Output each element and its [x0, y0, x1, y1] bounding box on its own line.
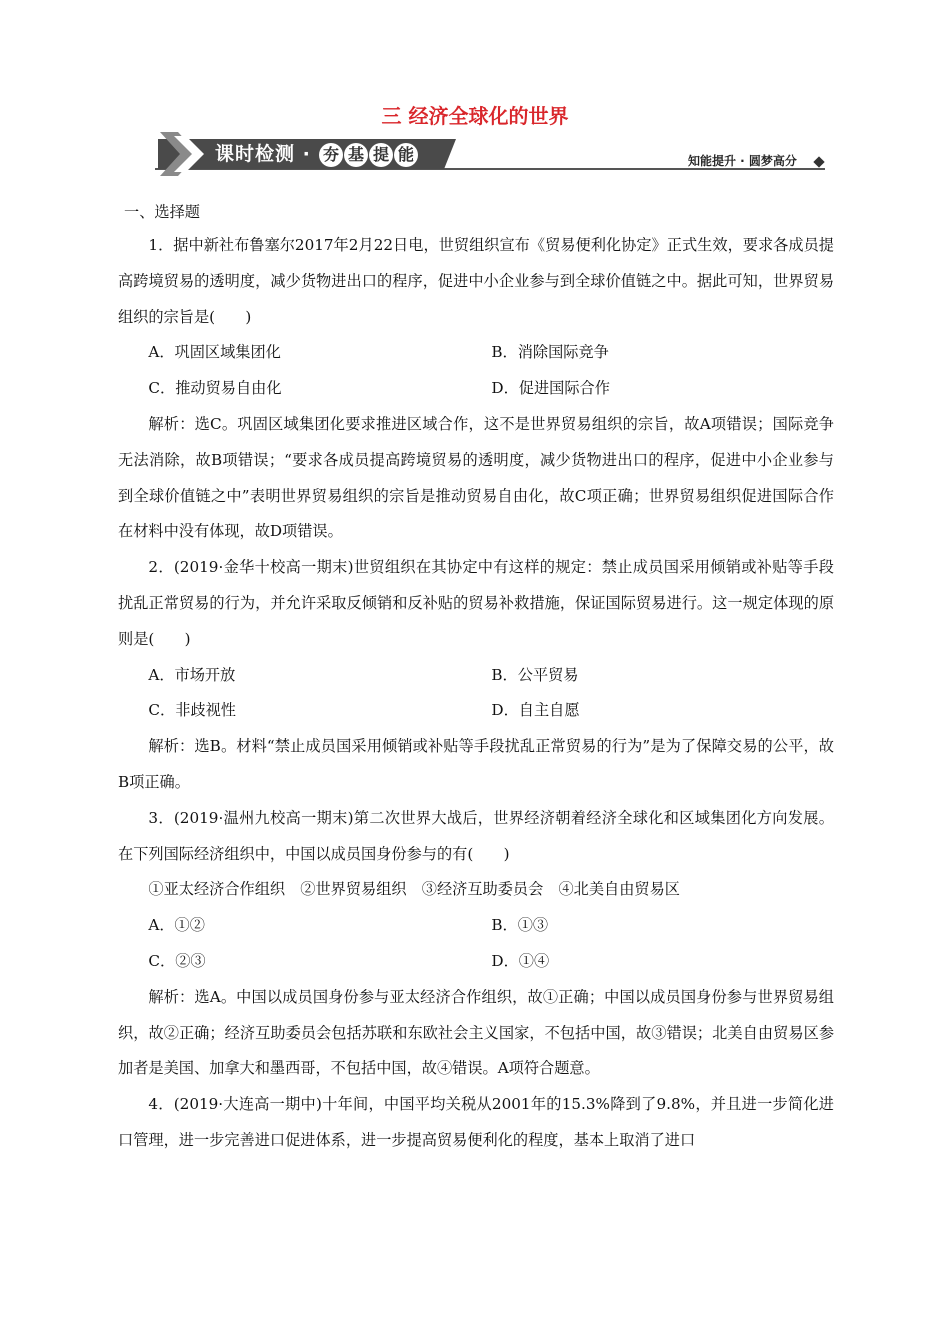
option-b: B．消除国际竞争	[491, 343, 609, 362]
option-a: A．①②	[148, 916, 205, 935]
double-chevron-icon	[158, 132, 210, 176]
banner-char: 能	[394, 143, 418, 167]
option-c: C．非歧视性	[148, 701, 236, 720]
option-a: A．巩固区域集团化	[148, 343, 281, 362]
question-stem: 3．(2019·温州九校高一期末)第二次世界大战后，世界经济朝着经济全球化和区域集团化方向发展。在下列国际经济组织中，中国以成员国身份参与的有( )	[118, 808, 834, 863]
page-title: 三 经济全球化的世界	[381, 104, 569, 128]
option-c: C．推动贸易自由化	[148, 379, 282, 398]
option-row	[118, 944, 834, 980]
question-body	[118, 196, 834, 1159]
banner-dot: ·	[302, 143, 311, 165]
analysis: 解析：选C。巩固区域集团化要求推进区域合作，这不是世界贸易组织的宗旨，故A项错误；国际竞争无法消除，故B项错误；“要求各成员提高跨境贸易的透明度，减少货物进出口的程序，促进中小企业参与到全球价值链之中”表明世界贸易组织的宗旨是推动贸易自由化，故C项正确；世界贸易组织促进国际合作在材料中没有体现，故D项错误。	[118, 414, 834, 541]
option-d: D．自主自愿	[491, 701, 580, 720]
option-a: A．市场开放	[148, 665, 236, 684]
option-row	[118, 908, 834, 944]
diamond-icon	[813, 156, 824, 167]
option-b: B．公平贸易	[491, 665, 579, 684]
section-heading: 一、选择题	[124, 203, 200, 221]
banner-label	[215, 141, 418, 167]
option-d: D．促进国际合作	[491, 379, 610, 398]
banner-part1: 课时检测	[215, 143, 296, 165]
question-stem: 1．据中新社布鲁塞尔2017年2月22日电，世贸组织宣布《贸易便利化协定》正式生效，要求各成员提高跨境贸易的透明度，减少货物进出口的程序，促进中小企业参与到全球价值链之中。据此可知，世界贸易组织的宗旨是( )	[118, 236, 834, 326]
banner-char: 提	[369, 143, 393, 167]
option-row	[118, 371, 834, 407]
question-stem: 4．(2019·大连高一期中)十年间，中国平均关税从2001年的15.3%降到了9.8%，并且进一步简化进口管理，进一步完善进口促进体系，进一步提高贸易便利化的程度，基本上取消了进口	[118, 1095, 834, 1149]
option-row	[118, 693, 834, 729]
option-row	[118, 658, 834, 694]
analysis: 解析：选A。中国以成员国身份参与亚太经济合作组织，故①正确；中国以成员国身份参与世界贸易组织，故②正确；经济互助委员会包括苏联和东欧社会主义国家，不包括中国，故③错误；北美自由贸易区参加者是美国、加拿大和墨西哥，不包括中国，故④错误。A项符合题意。	[118, 987, 834, 1078]
option-b: B．①③	[491, 916, 549, 935]
question-items: ①亚太经济合作组织 ②世界贸易组织 ③经济互助委员会 ④北美自由贸易区	[148, 880, 680, 899]
banner-char: 夯	[319, 143, 343, 167]
option-row	[118, 335, 834, 371]
option-c: C．②③	[148, 951, 206, 970]
analysis: 解析：选B。材料“禁止成员国采用倾销或补贴等手段扰乱正常贸易的行为”是为了保障交易的公平，故B项正确。	[118, 737, 834, 791]
question-stem: 2．(2019·金华十校高一期末)世贸组织在其协定中有这样的规定：禁止成员国采用倾销或补贴等手段扰乱正常贸易的行为，并允许采取反倾销和反补贴的贸易补救措施，保证国际贸易进行。这一规定体现的原则是( )	[118, 558, 834, 648]
option-d: D．①④	[491, 951, 550, 970]
tagline: 知能提升 · 圆梦高分	[688, 154, 797, 168]
banner-char: 基	[344, 143, 368, 167]
